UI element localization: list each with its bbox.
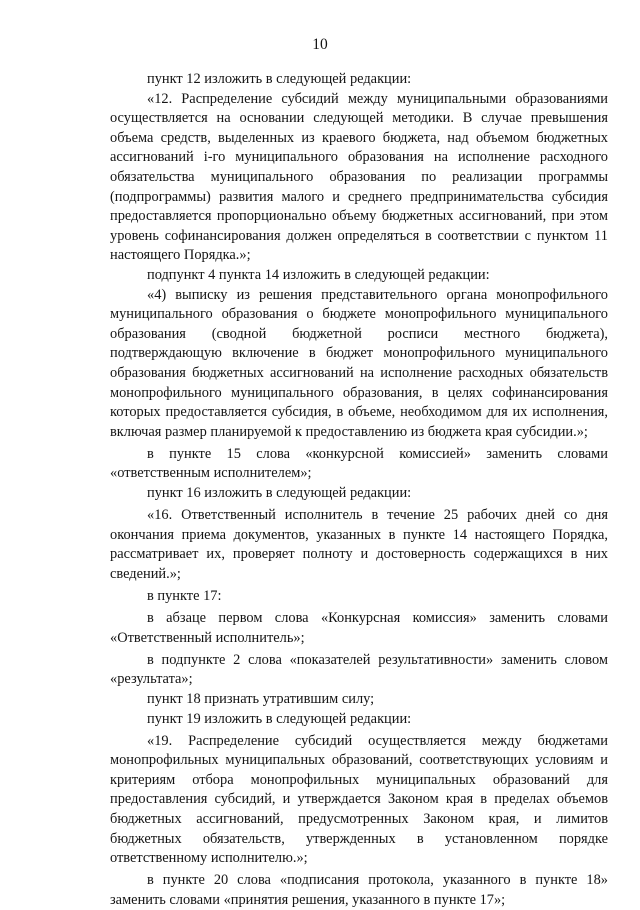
paragraph-item-19-text: «19. Распределение субсидий осуществляется между бюджетами монопрофильных муниципальных образований, соответствующих условиям и критериям отбора монопрофильных муниципальных образований для предоставления субсидий, и утверждается Законом края в пределах объемов бюджетных ассигнований, предусмотренных Законом края, и лимитов бюджетных обязательств, утвержденных в установленном порядке ответственному исполнителю.»; xyxy=(110,732,608,867)
page-number: 10 xyxy=(312,36,328,53)
document-body xyxy=(110,70,608,910)
paragraph-item-17-intro: в пункте 17: xyxy=(147,587,222,604)
paragraph-item-12-text: «12. Распределение субсидий между муниципальными образованиями осуществляется на основании следующей методики. В случае превышения объема средств, выделенных из краевого бюджета, над объемом бюджетных ассигнований i-го муниципального образования на исполнение расходного обязательства муниципального образования по реализации программы (подпрограммы) развития малого и среднего предпринимательства субсидия предоставляется пропорционально объему бюджетных ассигнований, при этом уровень софинансирования должен определяться в соответствии с пунктом 11 настоящего Порядка.»; xyxy=(110,90,608,264)
paragraph-item-18: пункт 18 признать утратившим силу; xyxy=(147,690,375,707)
paragraph-item-17-second: в подпункте 2 слова «показателей результативности» заменить словом «результата»; xyxy=(110,651,608,688)
paragraph-item-17-first: в абзаце первом слова «Конкурсная комиссия» заменить словами «Ответственный исполнитель»; xyxy=(110,610,608,646)
paragraph-item-20: в пункте 20 слова «подписания протокола, указанного в пункте 18» заменить словами «принятия решения, указанного в пункте 17»; xyxy=(110,872,608,908)
paragraph-item-12-intro: пункт 12 изложить в следующей редакции: xyxy=(147,71,412,87)
paragraph-item-19-intro: пункт 19 изложить в следующей редакции: xyxy=(147,710,412,727)
paragraph-item-15: в пункте 15 слова «конкурсной комиссией» заменить словами «ответственным исполнителем»; xyxy=(110,445,608,482)
paragraph-item-16-text: «16. Ответственный исполнитель в течение 25 рабочих дней со дня окончания приема документов, указанных в пункте 14 настоящего Порядка, рассматривает их, проверяет полноту и достоверность содержащихся в них сведений.»; xyxy=(110,507,608,582)
paragraph-item-14-intro: подпункт 4 пункта 14 изложить в следующей редакции: xyxy=(147,266,490,283)
paragraph-item-14-text: «4) выписку из решения представительного органа монопрофильного муниципального образования о бюджете монопрофильного муниципального образования (сводной бюджетной росписи местного бюджета), подтверждающую включение в бюджет монопрофильного муниципального образования бюджетных ассигнований на исполнение расходных обязательств монопрофильного муниципального образования, в целях софинансирования которых предоставляется субсидия, в объеме, необходимом для их исполнения, включая размер планируемой к предоставлению из бюджета края субсидии.»; xyxy=(110,286,608,440)
paragraph-item-16-intro: пункт 16 изложить в следующей редакции: xyxy=(147,484,412,501)
